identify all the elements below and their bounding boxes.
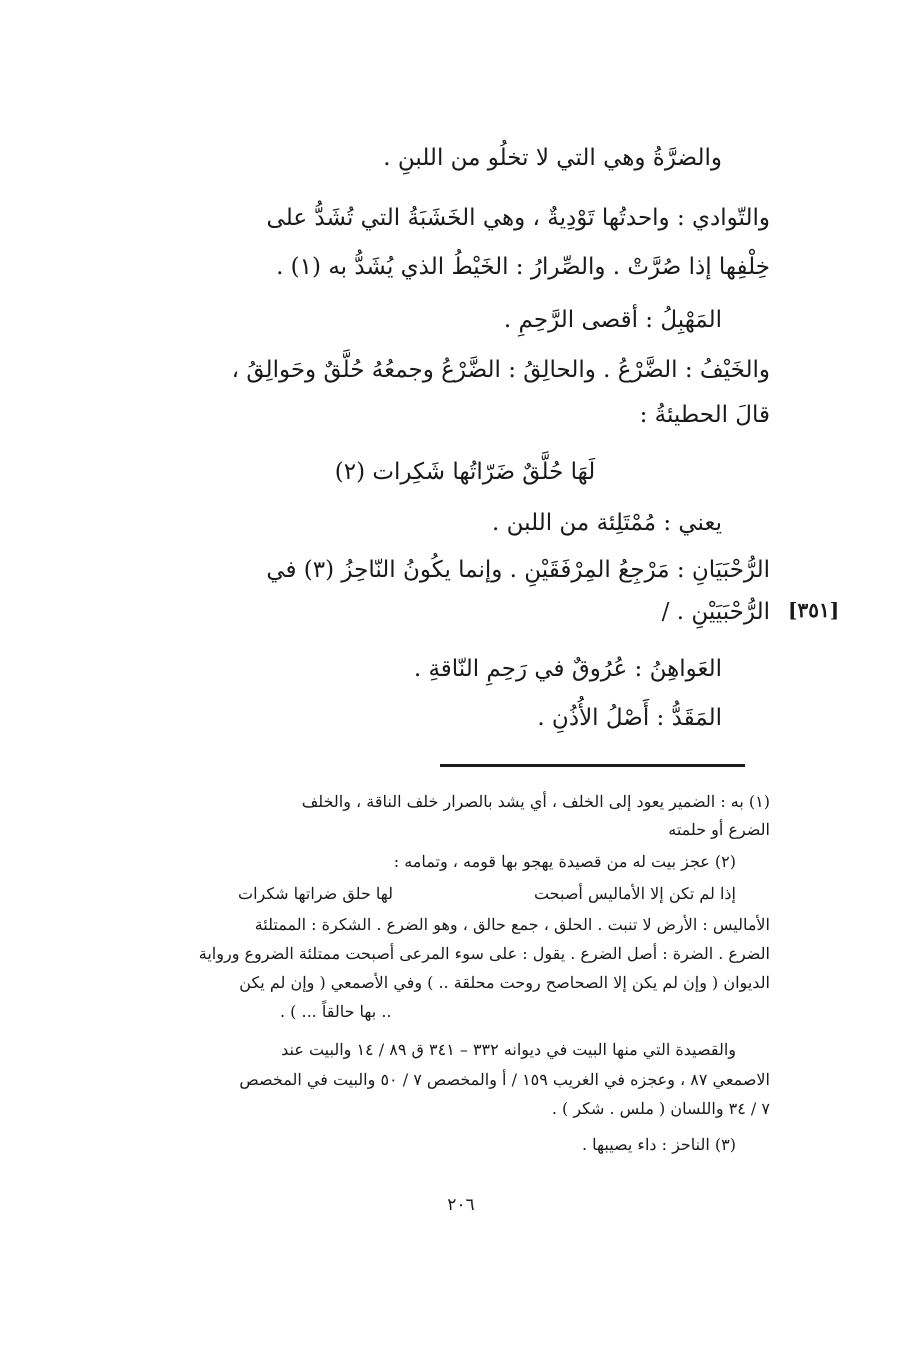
footnote-verse-second-half: لها حلق ضراتها شكرات [238, 884, 394, 903]
footnote-line: (٢) عجز بيت له من قصيدة يهجو بها قومه ، وتمامه : [393, 852, 736, 871]
text-line: المَقَدُّ : أَصْلُ الأُذُنِ . [537, 705, 722, 731]
text-line: المَهْبِلُ : أقصى الرَّحِمِ . [503, 307, 722, 333]
text-line: والضرَّةُ وهي التي لا تخلُو من اللبنِ . [383, 145, 722, 171]
footnote-line: الأماليس : الأرض لا تنبت . الحلق ، جمع حالق ، وهو الضرع . الشكرة : الممتلئة [254, 915, 770, 934]
footnote-line: الضرع . الضرة : أصل الضرع . يقول : على سوء المرعى أصبحت ممتلئة الضروع ورواية [198, 944, 770, 963]
footnote-line: الضرع أو حلمته [668, 820, 770, 839]
footnote-line: الديوان ( وإن لم يكن إلا الصحاصح روحت محلقة .. ) وفي الأصمعي ( وإن لم يكن [239, 973, 770, 992]
footnote-line: والقصيدة التي منها البيت في ديوانه ٣٣٢ – ٣٤١ ق ٨٩ / ١٤ والبيت عند [281, 1040, 736, 1059]
footnote-line: .. بها حالقاً ... ) . [280, 1002, 392, 1021]
footnote-line: (٣) الناحز : داء يصيبها . [581, 1135, 736, 1154]
text-line: يعني : مُمْتَلِئة من اللبن . [492, 510, 722, 536]
text-line: والخَيْفُ : الضَّرْعُ . والحالِقُ : الضَّرْعُ وجمعُهُ حُلَّقٌ وحَوالِقُ ، [231, 357, 770, 383]
footnote-line: الاصمعي ٨٧ ، وعجزه في الغريب ١٥٩ / أ والمخصص ٧ / ٥٠ والبيت في المخصص [239, 1070, 770, 1089]
footnote-verse-first-half: إذا لم تكن إلا الأماليس أصبحت [533, 884, 736, 903]
text-line: الرُّحْبَيَانِ : مَرْجِعُ المِرْفَقَيْنِ . وإنما يكُونُ النّاحِزُ (٣) في [266, 557, 770, 583]
footnote-divider [440, 764, 745, 767]
verse-line: لَهَا حُلَّقٌ ضَرّاتُها شَكِرات (٢) [334, 459, 596, 485]
text-line: خِلْفِها إذا صُرَّتْ . والصِّرارُ : الخَيْطُ الذي يُشَدُّ به (١) . [276, 254, 770, 280]
text-line: العَواهِنُ : عُرُوقٌ في رَحِمِ النّاقةِ . [413, 656, 722, 682]
margin-page-reference: [٣٥١] [788, 598, 840, 622]
text-line: قالَ الحطيئةُ : [639, 402, 770, 428]
page-number: ٢٠٦ [447, 1195, 475, 1215]
footnote-line: ٧ / ٣٤ واللسان ( ملس . شكر ) . [551, 1099, 770, 1118]
text-line: الرُّحْبَيَيْنِ . / [661, 599, 770, 625]
footnote-line: (١) به : الضمير يعود إلى الخلف ، أي يشد بالصرار خلف الناقة ، والخلف [301, 792, 770, 811]
text-line: والتّوادي : واحدتُها تَوْدِيةٌ ، وهي الخَشَبَةُ التي تُشَدُّ على [266, 205, 770, 231]
